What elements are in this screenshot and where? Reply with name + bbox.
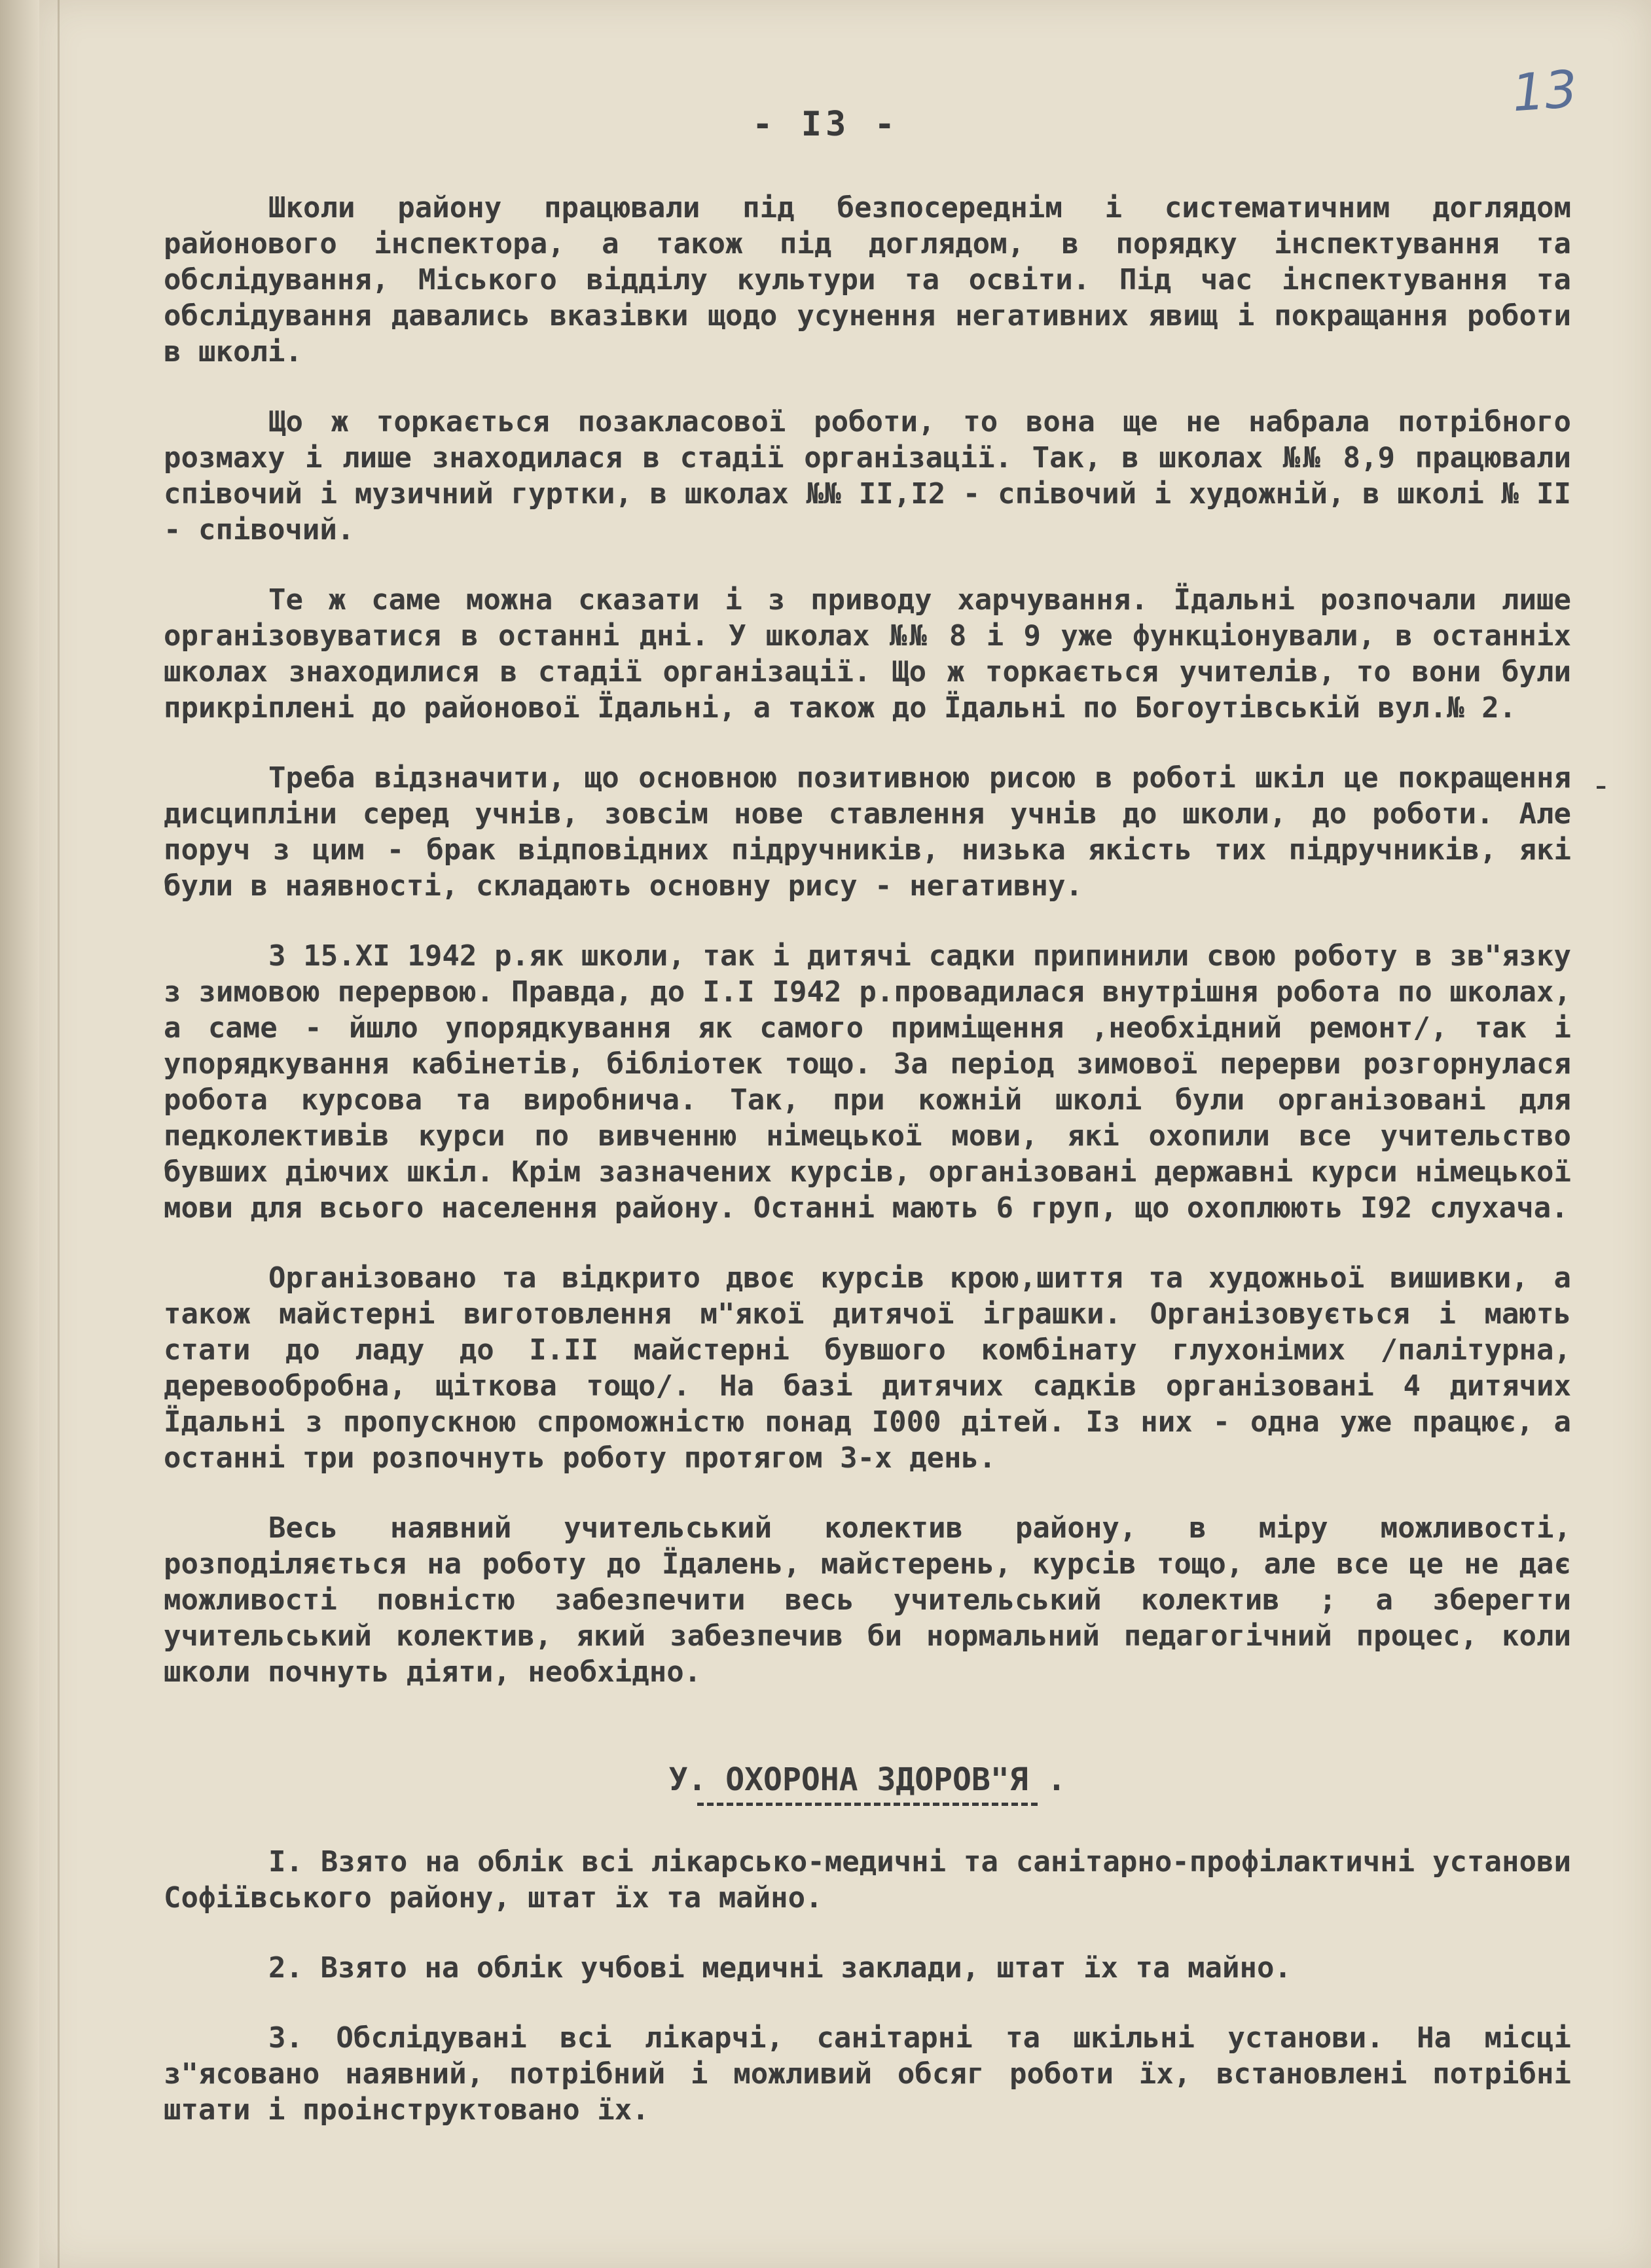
heading-underline (697, 1803, 1038, 1806)
margin-mark: - (1591, 766, 1612, 805)
section-item: 2. Взято на облік учбові медичні заклади, штат їх та майно. (268, 1951, 1292, 1985)
paragraph: Весь наявний учительський колектив району, в міру можливості, розподіляється на роботу до Їдалень, майстерень, курсів тощо, але все це не дає можливості повністю забезпечити весь учительський колектив ; а зберегти учительський колектив, який забезпечив би нормальний педагогічний процес, коли школи почнуть діяти, необхідно. (164, 1511, 1571, 1689)
paragraph: Школи району працювали під безпосереднім і систематичним доглядом районового інспектора, а також під доглядом, в порядку інспектування та обслідування, Міського відділу культури та освіти. Під час інспектування та обслідування давались вказівки щодо усунення негативних явищ і покращання роботи в школі. (164, 191, 1571, 369)
section-heading (164, 1762, 1571, 1798)
paragraph: Що ж торкається позакласової роботи, то вона ще не набрала потрібного розмаху і лише знаходилася в стадії організації. Так, в школах №№ 8,9 працювали співочий і музичний гуртки, в школах №№ II,I2 - співочий і художній, в школі № II - співочий. (164, 405, 1571, 547)
binding-edge (0, 0, 39, 2268)
page-number: - I3 - (752, 105, 899, 144)
document-body (164, 190, 1571, 2162)
fold-line (58, 0, 60, 2268)
paragraph: З 15.XI 1942 р.як школи, так і дитячі садки припинили свою роботу в зв"язку з зимовою перервою. Правда, до I.I I942 р.провадилася внутрішня робота по школах, а саме - йшло упорядкування як самого приміщення ,необхідний ремонт/, так і упорядкування кабінетів, бібліотек тощо. За період зимової перерви розгорнулася робота курсова та виробнича. Так, при кожній школі були організовані для педколективів курси по вивченню німецької мови, які охопили все учительство бувших діючих шкіл. Крім зазначених курсів, організовані державні курси німецької мови для всього населення району. Останні мають 6 груп, що охоплюють I92 слухача. (164, 939, 1571, 1225)
section-heading-text: У. ОХОРОНА ЗДОРОВ"Я . (668, 1761, 1066, 1798)
section-item: I. Взято на облік всі лікарсько-медичні та санітарно-профілактичні установи Софіївського району, штат їх та майно. (164, 1845, 1571, 1915)
paragraph: Організовано та відкрито двоє курсів крою,шиття та художньої вишивки, а також майстерні виготовлення м"якої дитячої іграшки. Організовується і мають стати до ладу до I.II майстерні бувшого комбінату глухонімих /палітурна, деревообробна, щіткова тощо/. На базі дитячих садків організовані 4 дитячих Їдальні з пропускною спроможністю понад I000 дітей. Із них - одна уже працює, а останні три розпочнуть роботу протягом 3-х день. (164, 1261, 1571, 1475)
paragraph: Те ж саме можна сказати і з приводу харчування. Їдальні розпочали лише організовуватися в останні дні. У школах №№ 8 і 9 уже функціонували, в останніх школах знаходилися в стадії організації. Що ж торкається учителів, то вони були прикріплені до районової Їдальні, а також до Їдальні по Богоутівській вул.№ 2. (164, 583, 1571, 725)
archive-page-number: 13 (1510, 60, 1580, 124)
paragraph: Треба відзначити, що основною позитивною рисою в роботі шкіл це покращення дисципліни серед учнів, зовсім нове ставлення учнів до школи, до роботи. Але поруч з цим - брак відповідних підручників, низька якість тих підручників, які були в наявності, складають основну рису - негативну. (164, 761, 1571, 903)
section-item: 3. Обслідувані всі лікарчі, санітарні та шкільні установи. На місці з"ясовано наявний, потрібний і можливий обсяг роботи їх, встановлені потрібні штати і проінструктовано їх. (164, 2021, 1571, 2127)
